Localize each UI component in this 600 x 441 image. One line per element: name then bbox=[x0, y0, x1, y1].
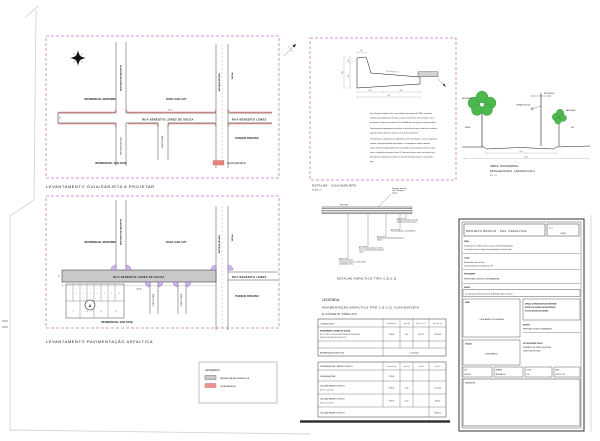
t2-footer-label: CALÇADA PASSEIO PUBLICO bbox=[320, 412, 346, 415]
t1-v4: 2.204,06 bbox=[434, 334, 441, 336]
t2-r1-name: GUIAS/SARJETAS bbox=[320, 375, 336, 378]
scan-bar bbox=[300, 420, 450, 422]
area-label-paraiso-2: PARQUE PARAISO bbox=[235, 295, 259, 298]
atencao-line2: NA EXECUÇÃO, DEVENDO SER RECONFERIDAS bbox=[525, 308, 556, 309]
t2-r2-name: CALÇADA PASSEIO PUBLICO bbox=[320, 385, 346, 388]
t1-header-c2: Largura (m) bbox=[403, 324, 410, 325]
art-line1: ENGENHEIRO CIVIL - MATRÍCULA MUNICIPAL bbox=[523, 348, 552, 349]
t2-footer-value: 1.381,71 bbox=[434, 412, 441, 415]
street-label-projetada-3: RUA PROJETADA bbox=[182, 293, 183, 307]
note-line: tação de materiais dentro do canteiro por conta da firma empreiteira. bbox=[370, 133, 419, 135]
note-line: água. bbox=[370, 162, 374, 163]
field-folha-value: 01/06 bbox=[526, 375, 530, 376]
panel1-legend-label: GUIA/SARJETA bbox=[227, 162, 246, 166]
lot-number: 9 bbox=[72, 312, 74, 313]
dim-left1: 0,13 bbox=[349, 59, 350, 62]
municipio-label: MUNICÍPIO: bbox=[523, 325, 531, 327]
caption-panel1: LEVANTAMENTO GUIA/SARJETA A PROJETAR bbox=[46, 184, 155, 189]
dim-bottom-total: 1,45 bbox=[386, 96, 391, 98]
detail-guia-sarjeta bbox=[310, 38, 456, 180]
t1-header-c3: Área Conc. (m²) bbox=[416, 324, 426, 325]
t2-r2-v4: 1.172,46 bbox=[434, 387, 441, 390]
cbuq-callouts bbox=[339, 214, 419, 266]
perfil-label-arb1: ARBORIZAÇÃO bbox=[462, 99, 472, 100]
field-esc-label: ESC: bbox=[464, 370, 468, 372]
dim-bottom1: 0,65 bbox=[368, 91, 372, 92]
panel-guia-sarjeta bbox=[46, 36, 279, 178]
obra-label: OBRA: bbox=[464, 242, 470, 243]
t2-r3-v4: 209,25 bbox=[434, 400, 441, 403]
street-label-veiga-1: VEIGA bbox=[232, 72, 234, 80]
legend-main-line2: E PASSEIO PÚBLICO bbox=[322, 312, 357, 316]
t2-r1-v1: 278,04 bbox=[388, 375, 395, 378]
lot-number: 10 bbox=[86, 312, 88, 313]
drain-note bbox=[378, 187, 407, 207]
tree-icon-small bbox=[552, 109, 566, 146]
t2-r3-v1: 139,50 bbox=[388, 400, 395, 403]
areas-label: ÁREAS: bbox=[465, 303, 470, 304]
note-line: de peso mínimo de 10 kg também devem ser admitidos, sendo seguida a inclusão em anda- bbox=[370, 148, 436, 150]
caption-panel2: LEVANTAMENTO PAVIMENTAÇÃO ASFALTICA bbox=[46, 339, 154, 344]
spec-notes bbox=[370, 112, 438, 163]
panel-pavimentacao bbox=[46, 196, 279, 330]
drain-note-line: Drenagem: águas plu- bbox=[392, 189, 407, 190]
t1-row-note2: MIGUEL VEIGA - RESIDENCIAL SAN JOSÉ) bbox=[320, 338, 347, 339]
lot-number: 1 bbox=[69, 294, 70, 295]
t2-header-name: GUIAS/SARJETAS - PASSEIO PUBLICO bbox=[320, 366, 353, 368]
note-line: medidas aproximadamente as do projeto, ou seja, 70 cm de base, 45 cm de altura e 13 cm bbox=[370, 118, 435, 120]
street-label-avenida-2: AVENIDA MIGUEL bbox=[219, 234, 221, 254]
swatch-guia bbox=[205, 384, 216, 388]
lot-number: 3 bbox=[83, 294, 84, 295]
areas-value: VIDE ANEXO LEGENDA bbox=[479, 319, 504, 321]
atencao-line3: NO LOCAL DE EXECUÇÃO DA OBRA. bbox=[525, 311, 549, 313]
main-legend-heading bbox=[322, 298, 419, 316]
area-label-sanjose-2: RESIDENCIAL SAN JOSE bbox=[101, 321, 133, 324]
street-batista-plan1 bbox=[116, 42, 228, 168]
perfil-label-ilum: ILUMINAÇÃO PÚBLICA bbox=[516, 105, 530, 107]
t1-v1: 234,40 bbox=[388, 334, 395, 336]
street-label-batista-top: RUA BATISTA BALDININI bbox=[120, 64, 123, 92]
note-line: mento, a umidade do solo poderá conter 1,2% para mais ou para menos, em relação à umi- bbox=[370, 153, 435, 154]
dim-width-2: 9,40 bbox=[59, 274, 61, 278]
t2-r2-note: (Matrículas lado 02/06) bbox=[320, 390, 334, 392]
local-label: LOCAL: bbox=[464, 258, 471, 260]
street-label-batista-2: RUA BATISTA BALDININI bbox=[120, 218, 123, 246]
t2-header-c4: Área (m²) bbox=[434, 367, 441, 368]
streets-plan2 bbox=[116, 200, 228, 330]
callout-line: Imprimação da Base de pavimentação c/ bbox=[377, 238, 405, 240]
field-folha-label: FOLHA: bbox=[526, 370, 532, 372]
t2-r3-v2: 1,50 bbox=[404, 400, 409, 403]
t2-r1-v4: - bbox=[437, 375, 438, 378]
caption-detail-cbuq: DETALHE ASFALTICO TIPO C.B.U.Q bbox=[337, 276, 397, 281]
proponente-label: PROPONENTE: bbox=[464, 274, 476, 276]
area-label-sanjose-1: RESIDENCIAL SAN JOSE bbox=[95, 162, 127, 165]
t2-r2-v1: 586,23 bbox=[388, 387, 395, 390]
dim-total-2: 234,40 bbox=[136, 288, 142, 291]
t2-r3-v3: - bbox=[420, 400, 422, 403]
area-label-citi-1: CONJ. HAB. CITI bbox=[165, 98, 187, 101]
t2-r3-note: (Matrículas lado 02/06) bbox=[320, 403, 334, 405]
north-arrow-icon bbox=[284, 44, 296, 56]
perfil-transversal bbox=[462, 91, 590, 177]
t2-header-c1: Comprimento (m) bbox=[386, 367, 397, 368]
t2-header-c2: Largura (m) bbox=[403, 367, 410, 368]
slope-label: INCLINAÇÃO 3% bbox=[385, 71, 399, 74]
perfil-dim-total: 14,40 bbox=[524, 157, 528, 159]
lot-number: 12 bbox=[115, 312, 117, 313]
note-line: O solo deverá ser compactado com equipamentos como rolo vibratório e , pá de carregamento bbox=[370, 139, 437, 141]
callout-line: Reforço do Sub-leito, bbox=[339, 260, 354, 262]
t2-r2-v2: 2,00 bbox=[404, 387, 409, 390]
caption-detail-guia-scale: ESCALA 1:20 bbox=[312, 190, 322, 192]
legend-box-title: LEGENDA: bbox=[205, 368, 221, 372]
callout-line: CM-30 bbox=[377, 240, 382, 242]
panel1-legend bbox=[213, 161, 246, 166]
fls-label: FLS Nº bbox=[549, 228, 554, 230]
field-desenho-value: PAV. ASFALTICA bbox=[495, 375, 506, 376]
perfil-caption2: DETALHE DA RUA , LARGURA 9,60 m bbox=[490, 170, 536, 173]
dim-total-1: 234,40 bbox=[167, 110, 173, 112]
lot-number: 6 bbox=[104, 294, 105, 295]
obs-label: OBSERVAÇÕES: bbox=[465, 383, 476, 385]
area-label-paraiso-1: PARQUE PARAISO bbox=[235, 137, 259, 140]
perfil-dim-road: 9,60 bbox=[519, 152, 523, 154]
area-label-morumbi-1: RESIDENCIAL MORUMBI bbox=[84, 98, 116, 101]
legend-main-line1: PAVIMENTAÇÃO ASFALTICA TIPO C.B.U.Q. GUIA/SARJETA bbox=[322, 305, 420, 310]
legend-item-asphalt: PAVIMENTAÇÃO ASFALTICA bbox=[220, 378, 250, 380]
perfil-label-rua: RUA bbox=[571, 128, 574, 129]
utility-pole-icon bbox=[530, 93, 555, 146]
field-esc-value: INDICADO bbox=[464, 375, 471, 376]
t1-row-name: RUA BENEDITO LEMES DE SOUZA bbox=[320, 330, 351, 333]
legend-main-title: LEGENDA: bbox=[322, 298, 341, 302]
table-guias-passeio bbox=[318, 362, 446, 417]
art-line2: CREA/SP - ART RECOLHIDA bbox=[523, 351, 541, 353]
perfil-label-rede: REDE ELÉTRICA bbox=[544, 94, 555, 95]
t1-row-note1: (INÍCIO: TRECHO ENTRE A RUA BATISTA BALDININI E A AVENIDA bbox=[320, 335, 360, 336]
perfil-caption1: PERFIL TRANSVERSAL. bbox=[490, 165, 520, 168]
drain-note-line: viais c/ deságue p/ bbox=[392, 191, 405, 193]
lot-number: 7 bbox=[111, 294, 112, 295]
tree-icon-large bbox=[468, 91, 496, 147]
lot-number: 5 bbox=[97, 294, 98, 295]
cbuq-axis-label: EIXO RUA. bbox=[340, 205, 349, 207]
lot-number: 4 bbox=[90, 294, 91, 295]
obra-line2: e Construção de Guias e Sarjetas Tipo Extrudada de Concreto Usinado bbox=[464, 250, 512, 251]
t2-r2-v3: - bbox=[420, 387, 422, 390]
field-desenho-label: DESENHO: bbox=[495, 370, 503, 372]
proponente-value: PREFEITURA DO MUNICÍPIO DE ADAMANTINA bbox=[464, 279, 500, 281]
local-line2: Conjunto Habitacional Citi - Adamantina SP bbox=[464, 266, 493, 268]
block-grid bbox=[66, 284, 124, 318]
street-label-benedito-right-2: RUA BENEDITO LEMES bbox=[232, 275, 267, 279]
street-label-batista-bottom: RUA BATISTA BALDININI bbox=[121, 136, 123, 156]
caption-detail-guia: DETALHE - GUIA/SARJETA bbox=[312, 183, 357, 188]
area-label-morumbi-2: RESIDENCIAL MORUMBI bbox=[84, 241, 116, 244]
dim-top: 0,15 bbox=[359, 51, 364, 52]
dim-left-total: 0,45 bbox=[343, 70, 344, 75]
legend-box bbox=[199, 362, 277, 403]
t1-header-c1: Comprimento (m) bbox=[386, 324, 397, 325]
assunto-label: ASSUNTO: bbox=[464, 287, 471, 289]
obra-line1: Qualificação de vias Públicas Urbanas através de Pavimentação Asfáltica bbox=[464, 246, 513, 248]
perfil-caption3: ESC. 1:75 bbox=[490, 176, 497, 177]
dim-bottom2: 0,80 bbox=[399, 91, 403, 92]
drain-note-line: sarjetas bbox=[392, 193, 398, 195]
pavement-layers bbox=[322, 207, 412, 214]
t1-footer-value: 2.204,06m² bbox=[409, 352, 420, 355]
lot-number: 11 bbox=[100, 312, 102, 313]
note-line: manuais, como placa vibratória compactadora, e os compridos ou soquetes manuais bbox=[370, 144, 430, 145]
street-label-benedito-1: RUA BENEDITO LEMES DE SOUZA bbox=[142, 118, 194, 122]
titleblock-title: PROJETO BÁSICO - PAV. ASFALTICA bbox=[466, 229, 527, 233]
callout-line: Base de brita graduada nº2, mínimo bbox=[359, 248, 383, 250]
t1-v2: 9,40 bbox=[404, 334, 409, 336]
note-line: Guia e Sarjeta extrudadas 'in loco', com resistência do concreto de 25 MPa, sendo suas bbox=[370, 114, 433, 115]
block-marker-letter: A bbox=[88, 302, 92, 308]
t2-header-c3: Unidade bbox=[418, 367, 424, 368]
note-line: de espessura. Sarjetas com espessura 15 cm. Medida por metro de guia e sarjeta extrudada. bbox=[370, 123, 436, 124]
north-compass-icon bbox=[70, 50, 86, 66]
callout-line: Pintura e aplicação de concreto bbox=[397, 220, 419, 222]
t1-footer-label: PAVIMENTAÇÃO ASFALTICA bbox=[320, 352, 344, 355]
t1-v3: 216,75 bbox=[418, 334, 424, 336]
art-label: ART / RESPONSÁVEL TÉCNICO: bbox=[523, 344, 544, 345]
callout-line: profundidade mínima bbox=[339, 264, 354, 266]
street-label-veiga-2: VEIGA bbox=[232, 234, 234, 242]
note-line: Fornecimento dos equipamentos necessários à execução dos serviços, bem como a movimen- bbox=[370, 129, 438, 130]
detail-cbuq bbox=[322, 187, 418, 266]
area-label-citi-2: CONJ. HAB. CITI bbox=[165, 241, 187, 244]
callout-line: compactação mecânica c/ 100% do PN, bbox=[339, 262, 366, 264]
swatch-asphalt bbox=[205, 376, 216, 380]
atencao-line1: ATENÇÃO: AS MEDIDAS DA PLANTA TEM ÊNFASE bbox=[525, 304, 557, 306]
lot-number: 2 bbox=[76, 294, 77, 295]
field-data-label: DATA: bbox=[555, 370, 560, 372]
dim-left2: 0,30 bbox=[349, 74, 350, 78]
callout-line: 15 cm, compactação 100% do proctor bbox=[359, 250, 385, 252]
curb-section bbox=[357, 57, 446, 88]
situacao-label: SITUAÇÃO bbox=[465, 344, 472, 346]
table-pavimentacao bbox=[318, 319, 446, 356]
t2-r3-name: CALÇADA PASSEIO PUBLICO bbox=[320, 398, 346, 401]
t1-header-c4: Área Total (m²) bbox=[433, 324, 442, 325]
street-label-benedito-2: RUA BENEDITO LEMES DE SOUZA bbox=[113, 275, 165, 279]
legend-item-guia: GUIA/SARJETA bbox=[220, 386, 236, 388]
callout-line: Pintura de ligação c/ emulsão RR-2C bbox=[391, 231, 416, 233]
situacao-value: VIDE ANEXO bbox=[484, 353, 499, 356]
street-label-projetada-2: RUA PROJETADA bbox=[154, 293, 155, 307]
callout-line: normal bbox=[359, 252, 364, 254]
fls-value: 01/06 bbox=[560, 233, 566, 235]
t2-r1-v3: - bbox=[420, 375, 422, 378]
assunto-value: Localização do Recapeamento Asfáltico tipo C.B.U.Q. bbox=[465, 293, 513, 296]
field-data-value: AGOSTO / 2021 bbox=[555, 375, 565, 376]
note-line: dade ideal de compactação. A cura do concreto pode empregar irrigação ou aspersão de bbox=[370, 157, 433, 159]
lot-number: 8 bbox=[119, 294, 120, 295]
t2-r1-v2: - bbox=[406, 375, 407, 378]
dim-width-1: 9,40 bbox=[60, 116, 62, 120]
street-label-benedito-right-1: RUA BENEDITO LEMES bbox=[232, 118, 267, 122]
local-line1: Rua Benedito Lemes de Souza bbox=[464, 263, 485, 264]
t1-header-name: LOGRADOUROS bbox=[320, 323, 335, 326]
perfil-label-arb2: ARBORIZAÇÃO bbox=[566, 111, 576, 112]
titleblock-fields bbox=[463, 367, 580, 377]
street-label-avenida-1: AVENIDA MIGUEL bbox=[219, 72, 221, 92]
callout-line: betuminoso usinado a quente bbox=[397, 222, 417, 224]
municipio-value: PREFEITURA DO MUNICÍPIO DE ADAMANTINA bbox=[523, 329, 552, 331]
title-block bbox=[459, 219, 584, 431]
sheet-edge-marks bbox=[2, 6, 591, 434]
perfil-label-passeio: PASSEIO bbox=[465, 128, 471, 129]
street-label-projetada-1: RUA PROJETADA bbox=[163, 135, 164, 149]
